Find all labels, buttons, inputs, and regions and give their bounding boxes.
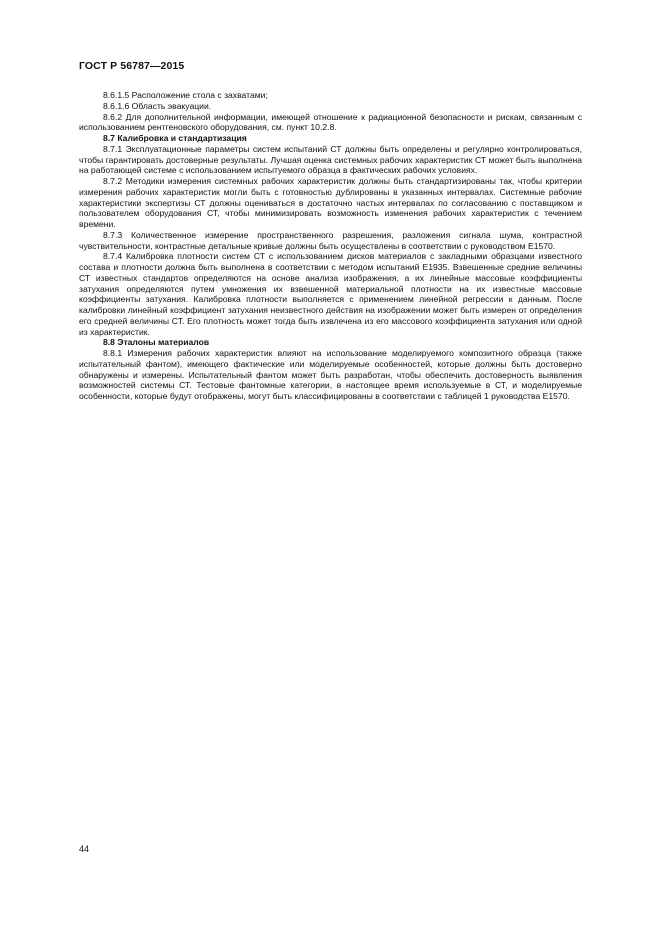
clause-8-6-1-6: 8.6.1.6 Область эвакуации. <box>103 100 212 111</box>
clause-8-6-2: 8.6.2 Для дополнительной информации, имеющей отношение к радиационной безопасности и рискам, связанным с использованием рентгеновского оборудования, см. пункт 10.2.8. <box>79 111 582 133</box>
clause-8-7-2: 8.7.2 Методики измерения системных рабочих характеристик должны быть стандартизированы так, чтобы критерии измерения рабочих характеристик могли быть с готовностью дублированы в указанных интервалах. Системные рабочие характеристики экспертизы СТ должны оцениваться в достаточно частых интервалах по согласованию с поставщиком и пользователем оборудования СТ, чтобы минимизировать возможность изменения рабочих характеристик с течением времени. <box>79 176 582 229</box>
section-heading-8-7: 8.7 Калибровка и стандартизация <box>103 133 247 143</box>
clause-8-7-4: 8.7.4 Калибровка плотности систем СТ с использованием дисков материалов с закладными образцами известного состава и плотности должна быть выполнена в соответствии с методом испытаний Е1935. Взвешенные средние величины СТ известных стандартов определяются на основе анализа изображения, а их линейные массовые коэффициенты затухания определяются путем умножения их взвешенной материальной плотности на их известные массовые коэффициенты затухания. Калибровка плотности выполняется с применением линейной регрессии к данным. После калибровки линейный коэффициент затухания неизвестного действия на изображении может быть измерен от определения его средней величины СТ. Его плотность может тогда быть извлечена из его массового коэффициента затухания или одной из характеристик. <box>79 251 582 337</box>
clause-8-7-3: 8.7.3 Количественное измерение пространственного разрешения, разложения сигнала шума, контрастной чувствительности, контрастные детальные кривые должны быть осуществлены в соответствии с руководством Е1570. <box>79 229 582 251</box>
page-number: 44 <box>79 844 90 854</box>
document-body <box>79 90 582 402</box>
clause-8-8-1: 8.8.1 Измерения рабочих характеристик влияют на использование моделируемого композитного образца (также испытательный фантом), имеющего фактические или моделируемые особенностей, которые должны быть достоверно обнаружены и измерены. Испытательный фантом может быть разработан, чтобы обеспечить достоверность выявления возможностей системы СТ. Тестовые фантомные категории, в настоящее время используемые в СТ, и моделируемые особенности, которые будут отображены, могут быть классифицированы в соответствии с таблицей 1 руководства Е1570. <box>79 348 582 401</box>
standard-designation: ГОСТ Р 56787—2015 <box>79 60 185 72</box>
clause-8-7-1: 8.7.1 Эксплуатационные параметры систем испытаний СТ должны быть определены и регулярно контролироваться, чтобы гарантировать достоверные результаты. Лучшая оценка системных рабочих характеристик СТ может быть выполнена на работающей системе с использованием испытуемого образца в фактических рабочих условиях. <box>79 143 582 176</box>
section-heading-8-8: 8.8 Эталоны материалов <box>103 337 210 348</box>
clause-8-6-1-5: 8.6.1.5 Расположение стола с захватами; <box>103 90 268 100</box>
